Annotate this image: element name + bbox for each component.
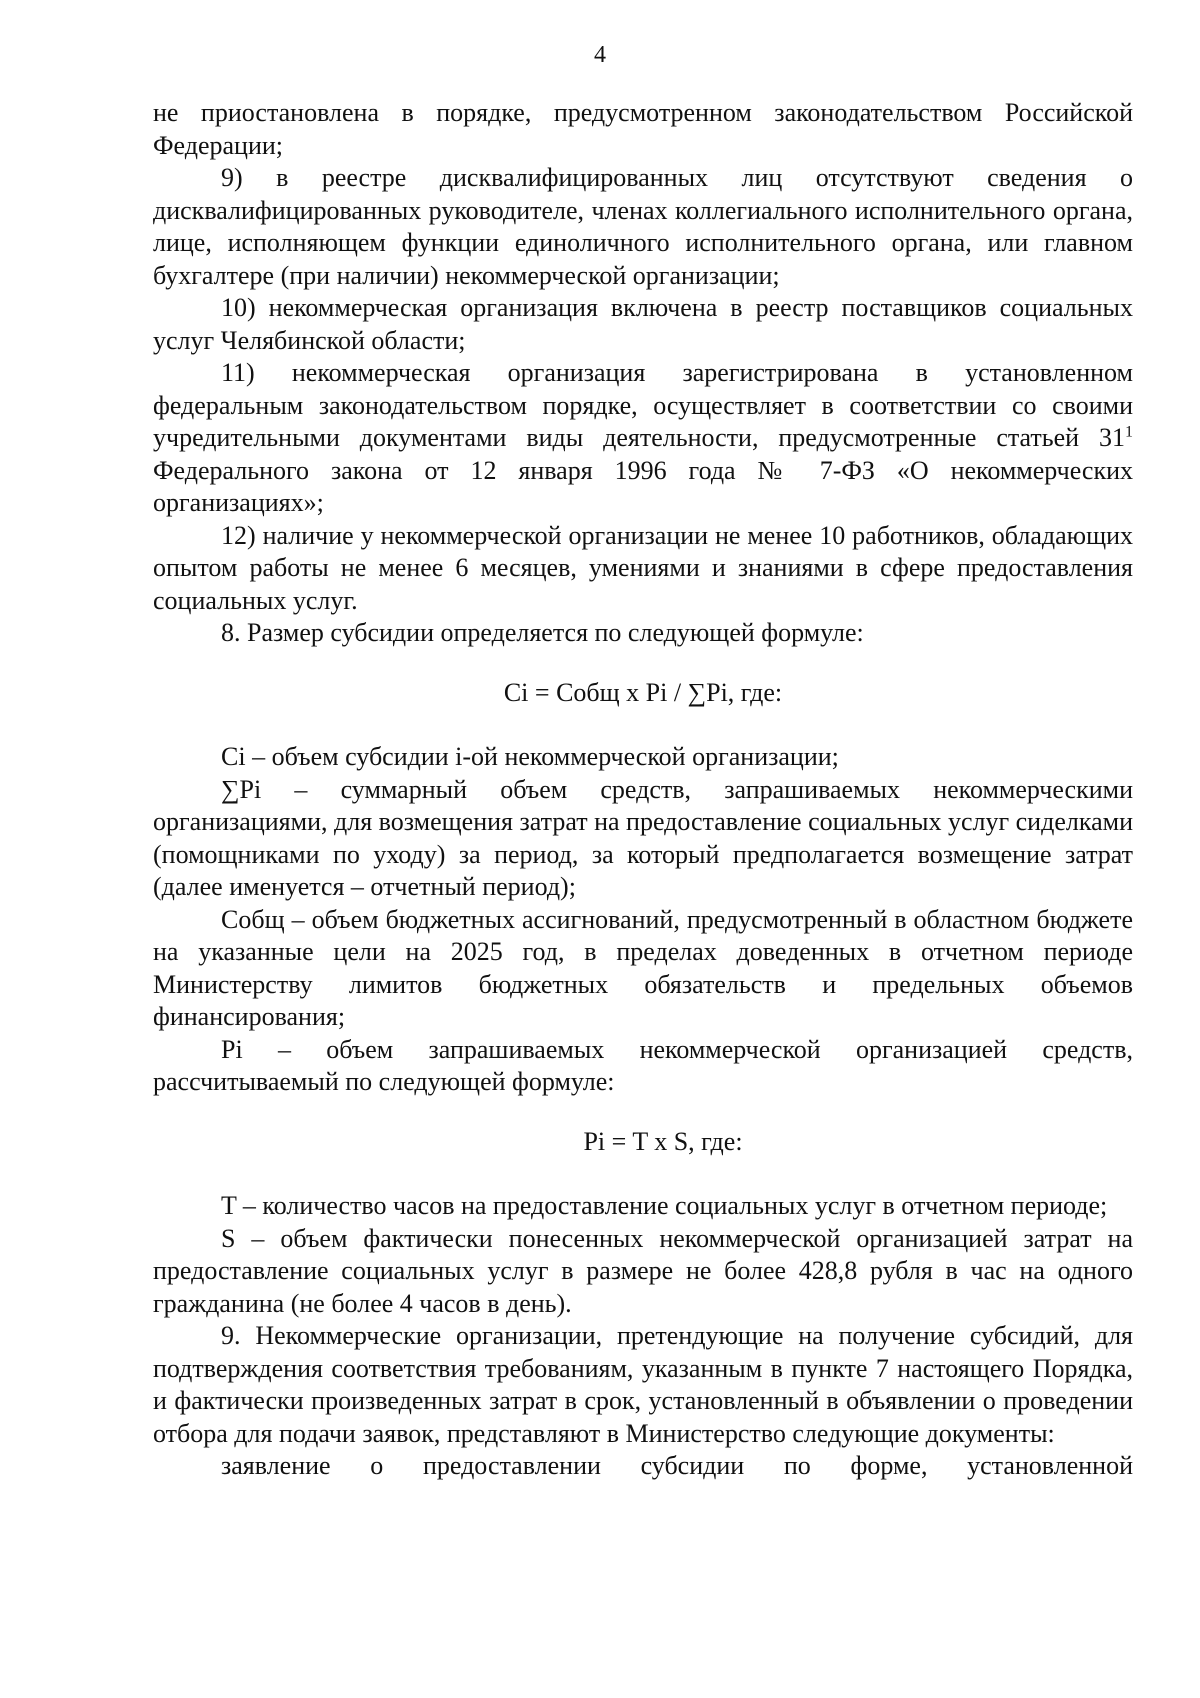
formula-subsidy: Ci = Собщ x Pi / ∑Pi, где: [503,677,783,707]
paragraph-item-11-text-a: 11) некоммерческая организация зарегистрирована в установленном федеральным законодательством порядке, осуществляет в соответствии со своими учредительными документами виды деятельности, предусмотренные статьей 31 [153,358,1133,452]
paragraph-item-10: 10) некоммерческая организация включена в реестр поставщиков социальных услуг Челябинской области; [153,293,1133,355]
page-number: 4 [594,42,606,68]
definition-s: S – объем фактически понесенных некоммерческой организацией затрат на предоставление социальных услуг в размере не более 428,8 рубля в час на одного гражданина (не более 4 часов в день). [153,1223,1133,1318]
paragraph-item-12: 12) наличие у некоммерческой организации не менее 10 работников, обладающих опытом работы не менее 6 месяцев, умениями и знаниями в сфере предоставления социальных услуг. [153,520,1133,615]
paragraph-item-11 [153,357,1133,520]
paragraph-item-11-text-b: Федерального закона от 12 января 1996 года № 7-ФЗ «О некоммерческих организациях»; [153,455,1133,517]
definition-t: T – количество часов на предоставление социальных услуг в отчетном периоде; [221,1191,1108,1220]
paragraph-continuation: не приостановлена в порядке, предусмотренном законодательством Российской Федерации; [153,98,1133,160]
superscript-article-number: 1 [1125,423,1133,441]
definition-sum-pi: ∑Pi – суммарный объем средств, запрашиваемых некоммерческими организациями, для возмещения затрат на предоставление социальных услуг сиделками (помощниками по уходу) за период, за который предполагается возмещение затрат (далее именуется – отчетный период); [153,774,1133,901]
definition-ci: Ci – объем субсидии i-ой некоммерческой организации; [221,742,839,771]
paragraph-document-list-start: заявление о предоставлении субсидии по форме, установленной [221,1451,1133,1480]
paragraph-section-8: 8. Размер субсидии определяется по следующей формуле: [221,618,864,647]
paragraph-section-9: 9. Некоммерческие организации, претендующие на получение субсидий, для подтверждения соответствия требованиям, указанным в пункте 7 настоящего Порядка, и фактически произведенных затрат в срок, установленный в объявлении о проведении отбора для подачи заявок, представляют в Министерство следующие документы: [153,1321,1133,1448]
formula-pi-text: Pi = T x S, где: [583,1126,743,1156]
formula-pi [153,1126,1133,1159]
paragraph-item-9: 9) в реестре дисквалифицированных лиц отсутствуют сведения о дисквалифицированных руководителе, членах коллегиального исполнительного органа, лице, исполняющем функции единоличного исполнительного органа, или главном бухгалтере (при наличии) некоммерческой организации; [153,163,1133,290]
definition-sobsh: Собщ – объем бюджетных ассигнований, предусмотренный в областном бюджете на указанные цели на 2025 год, в пределах доведенных в отчетном периоде Министерству лимитов бюджетных обязательств и предельных объемов финансирования; [153,904,1133,1031]
definition-pi: Pi – объем запрашиваемых некоммерческой организацией средств, рассчитываемый по следующей формуле: [153,1034,1133,1096]
document-body [153,97,1133,1483]
